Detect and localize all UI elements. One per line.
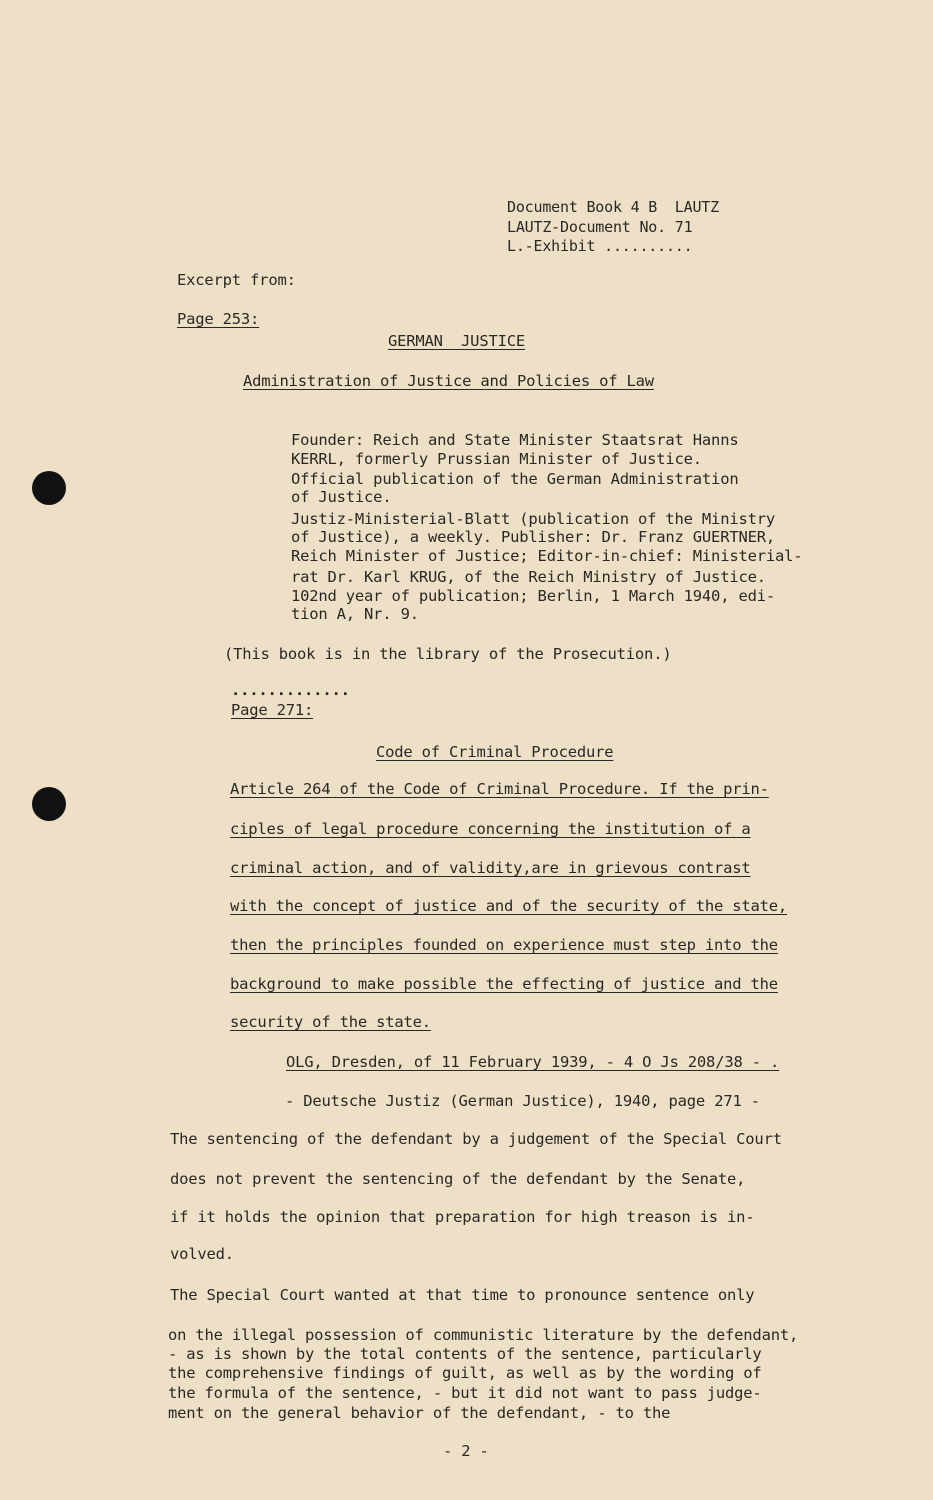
- body-line: the formula of the sentence, - but it did not want to pass judge-: [168, 1384, 762, 1402]
- article-line: then the principles founded on experience must step into the: [230, 936, 778, 954]
- founder-line: 102nd year of publication; Berlin, 1 March 1940, edi-: [291, 587, 775, 605]
- article-line: with the concept of justice and of the security of the state,: [230, 897, 788, 915]
- punch-hole-bottom: [32, 787, 66, 821]
- header-line-1: Document Book 4 B LAUTZ: [507, 198, 719, 216]
- article-line: security of the state.: [230, 1013, 431, 1031]
- header-line-3: L.-Exhibit ..........: [507, 237, 693, 255]
- page-ref-271: Page 271:: [231, 701, 314, 719]
- founder-line: Reich Minister of Justice; Editor-in-chief: Ministerial-: [291, 547, 803, 565]
- source-reference: - Deutsche Justiz (German Justice), 1940, page 271 -: [285, 1092, 760, 1110]
- founder-line: KERRL, formerly Prussian Minister of Justice.: [291, 450, 702, 468]
- body-line: the comprehensive findings of guilt, as well as by the wording of: [168, 1364, 762, 1382]
- journal-subtitle: Administration of Justice and Policies of Law: [243, 372, 654, 390]
- article-line: Article 264 of the Code of Criminal Procedure. If the prin-: [230, 780, 769, 798]
- body-paragraph-2: The Special Court wanted at that time to pronounce sentence only: [170, 1286, 755, 1304]
- founder-line: of Justice), a weekly. Publisher: Dr. Franz GUERTNER,: [291, 528, 775, 546]
- founder-line: rat Dr. Karl KRUG, of the Reich Ministry of Justice.: [291, 568, 766, 586]
- body-line: - as is shown by the total contents of the sentence, particularly: [168, 1345, 762, 1363]
- journal-title: GERMAN JUSTICE: [388, 332, 525, 350]
- founder-line: of Justice.: [291, 488, 392, 506]
- body-line: The sentencing of the defendant by a judgement of the Special Court: [170, 1130, 782, 1148]
- court-citation: OLG, Dresden, of 11 February 1939, - 4 O Js 208/38 - .: [286, 1053, 780, 1071]
- article-line: criminal action, and of validity,are in grievous contrast: [230, 859, 751, 877]
- page-ref-253: Page 253:: [177, 310, 260, 328]
- body-line: volved.: [170, 1245, 234, 1263]
- excerpt-label: Excerpt from:: [177, 271, 296, 289]
- body-line: if it holds the opinion that preparation for high treason is in-: [170, 1208, 755, 1226]
- founder-line: Justiz-Ministerial-Blatt (publication of the Ministry: [291, 510, 775, 528]
- article-line: background to make possible the effecting of justice and the: [230, 975, 778, 993]
- ellipsis-dots: .............: [231, 681, 350, 699]
- body-line: ment on the general behavior of the defendant, - to the: [168, 1404, 671, 1422]
- punch-hole-top: [32, 471, 66, 505]
- section-title: Code of Criminal Procedure: [376, 743, 614, 761]
- article-line: ciples of legal procedure concerning the institution of a: [230, 820, 751, 838]
- founder-line: Founder: Reich and State Minister Staatsrat Hanns: [291, 431, 739, 449]
- founder-line: tion A, Nr. 9.: [291, 605, 419, 623]
- header-line-2: LAUTZ-Document No. 71: [507, 218, 693, 236]
- body-line: does not prevent the sentencing of the defendant by the Senate,: [170, 1170, 746, 1188]
- page-number: - 2 -: [443, 1442, 489, 1460]
- founder-line: Official publication of the German Administration: [291, 470, 739, 488]
- library-note: (This book is in the library of the Prosecution.): [224, 645, 672, 663]
- body-line: on the illegal possession of communistic literature by the defendant,: [168, 1326, 799, 1344]
